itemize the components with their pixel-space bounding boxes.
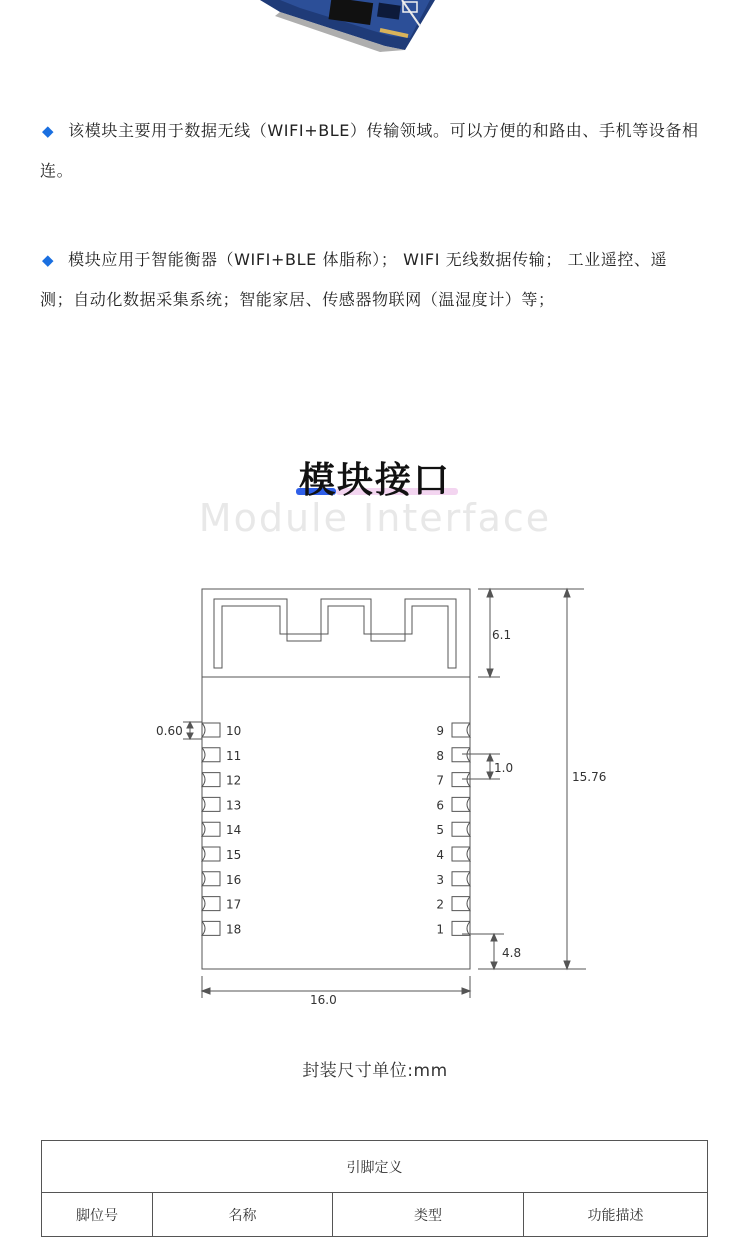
pin-label-10: 10 xyxy=(226,724,242,738)
pin-pad-5 xyxy=(452,822,470,836)
pin-pad-11 xyxy=(202,748,220,762)
dim-width-label: 16.0 xyxy=(310,993,337,1007)
dim-pitch-label: 1.0 xyxy=(494,761,514,775)
right-pin-labels xyxy=(436,724,444,936)
pin-label-12: 12 xyxy=(226,773,242,788)
pin-pad-7 xyxy=(452,773,470,787)
right-pin-pads xyxy=(452,723,470,935)
pin-definition-table xyxy=(41,1140,708,1237)
pin-label-11: 11 xyxy=(226,748,242,763)
pin-label-18: 18 xyxy=(226,922,242,937)
pin-table-header-type: 类型 xyxy=(333,1193,524,1237)
pin-table-caption: 引脚定义 xyxy=(42,1141,708,1193)
left-pin-pads xyxy=(202,723,220,935)
pin-pad-13 xyxy=(202,797,220,811)
pin-label-16: 16 xyxy=(226,872,242,887)
pin-label-8: 8 xyxy=(436,748,444,763)
pin-pad-6 xyxy=(452,797,470,811)
diamond-bullet-icon: ◆ xyxy=(42,251,55,269)
pin-label-17: 17 xyxy=(226,897,242,912)
pin-pad-16 xyxy=(202,872,220,886)
diamond-bullet-icon: ◆ xyxy=(42,122,55,140)
pin-pad-14 xyxy=(202,822,220,836)
pin-label-15: 15 xyxy=(226,848,242,862)
left-pin-labels xyxy=(226,724,241,936)
description-paragraph-1 xyxy=(40,111,700,191)
description-paragraph-2 xyxy=(40,240,700,320)
diagram-caption: 封装尺寸单位:mm xyxy=(302,1061,448,1081)
section-subtitle: Module Interface xyxy=(198,496,552,540)
module-photo xyxy=(220,0,450,60)
pin-table-header-number: 脚位号 xyxy=(42,1193,153,1237)
dim-height-label: 15.76 xyxy=(572,770,607,784)
antenna-trace-outer xyxy=(214,599,456,668)
pin-label-1: 1 xyxy=(436,922,444,937)
dim-bottom-label: 4.8 xyxy=(502,946,522,960)
pin-table-header-function: 功能描述 xyxy=(524,1193,708,1237)
pin-table-header-name: 名称 xyxy=(153,1193,333,1237)
pin-pad-3 xyxy=(452,872,470,886)
pin-label-13: 13 xyxy=(226,798,242,813)
pin-pad-12 xyxy=(202,773,220,787)
description-text-1: 该模块主要用于数据无线（WIFI+BLE）传输领域。可以方便的和路由、手机等设备相连。 xyxy=(40,121,699,180)
description-text-2: 模块应用于智能衡器（WIFI+BLE 体脂称）； WIFI 无线数据传输； 工业遥控、遥测；自动化数据采集系统；智能家居、传感器物联网（温湿度计）等； xyxy=(40,250,668,309)
pin-pad-8 xyxy=(452,748,470,762)
module-outline xyxy=(202,589,470,969)
dim-pad-label: 0.60 xyxy=(156,724,183,738)
pin-label-9: 9 xyxy=(436,724,444,738)
pin-label-4: 4 xyxy=(436,848,444,862)
pin-pad-9 xyxy=(452,723,470,737)
module-footprint-diagram xyxy=(0,560,750,1020)
pin-pad-17 xyxy=(202,897,220,911)
pin-pad-1 xyxy=(452,921,470,935)
pin-label-3: 3 xyxy=(436,872,444,887)
pin-pad-18 xyxy=(202,921,220,935)
pin-pad-15 xyxy=(202,847,220,861)
pin-label-5: 5 xyxy=(436,823,444,838)
pin-label-14: 14 xyxy=(226,823,242,838)
pin-pad-4 xyxy=(452,847,470,861)
pin-label-6: 6 xyxy=(436,798,444,813)
pin-label-7: 7 xyxy=(436,773,444,788)
pin-pad-10 xyxy=(202,723,220,737)
section-title: 模块接口 xyxy=(298,460,451,501)
pin-pad-2 xyxy=(452,897,470,911)
pin-label-2: 2 xyxy=(436,897,444,912)
dim-antenna-label: 6.1 xyxy=(492,628,512,642)
